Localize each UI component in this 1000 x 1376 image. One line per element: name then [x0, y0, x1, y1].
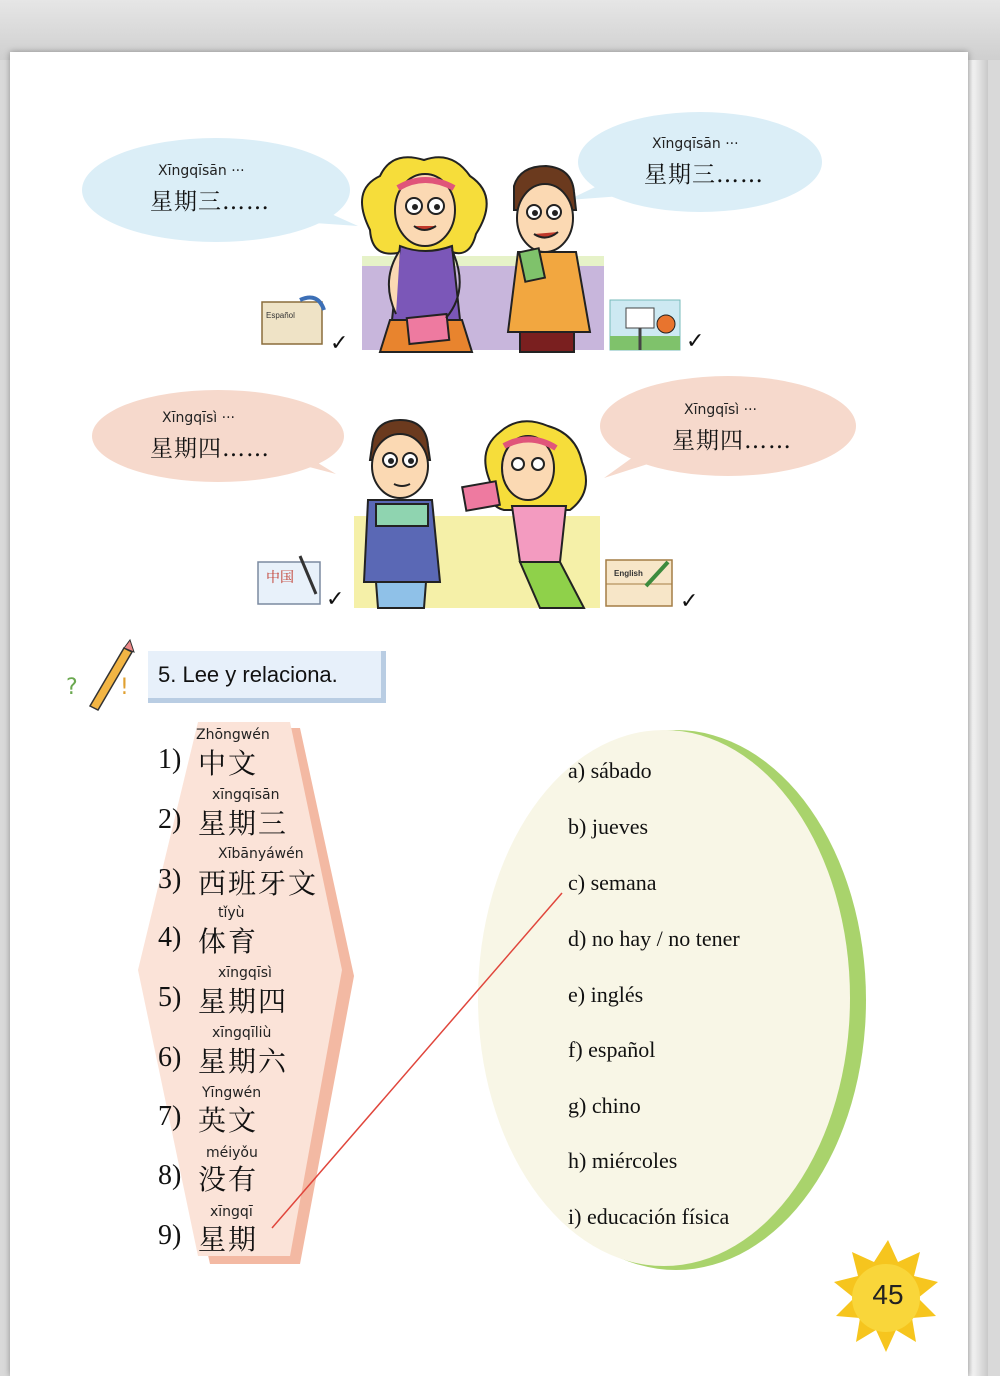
item-number: 1): [158, 744, 182, 775]
item-pinyin: xīngqīsān: [212, 787, 280, 803]
spanish-book-icon: [262, 298, 324, 344]
option-g[interactable]: g) chino: [568, 1093, 641, 1118]
item-hanzi[interactable]: 体育: [198, 925, 259, 958]
bubble-4-hanzi: 星期四……: [672, 428, 792, 454]
item-number: 6): [158, 1042, 182, 1073]
item-hanzi[interactable]: 没有: [198, 1163, 259, 1196]
bubble-4-pinyin: Xīngqīsì ···: [684, 402, 758, 418]
item-number: 2): [158, 804, 182, 835]
item-number: 3): [158, 864, 182, 895]
bubble-3-hanzi: 星期四……: [150, 436, 270, 462]
item-pinyin: xīngqī: [210, 1204, 253, 1220]
item-pinyin: xīngqīsì: [218, 965, 272, 981]
item-hanzi[interactable]: 星期四: [198, 985, 289, 1018]
bubble-1-pinyin: Xīngqīsān ···: [158, 163, 245, 179]
option-h[interactable]: h) miércoles: [568, 1148, 678, 1173]
english-book-label: English: [614, 569, 643, 578]
exercise-title: 5. Lee y relaciona.: [158, 662, 338, 687]
svg-text:?: ?: [66, 675, 78, 700]
pencil-icon: [66, 640, 134, 710]
item-pinyin: méiyǒu: [206, 1145, 258, 1161]
item-number: 9): [158, 1220, 182, 1251]
check-mark-4: ✓: [680, 589, 699, 614]
boy-character-2: [364, 420, 440, 608]
option-e[interactable]: e) inglés: [568, 982, 644, 1007]
chinese-scroll-label: 中国: [266, 570, 294, 586]
svg-text:!: !: [120, 675, 129, 700]
item-pinyin: Zhōngwén: [196, 727, 270, 743]
item-pinyin: xīngqīliù: [212, 1025, 272, 1041]
bubble-3-pinyin: Xīngqīsì ···: [162, 410, 236, 426]
item-hanzi[interactable]: 星期: [198, 1223, 259, 1256]
boy-character-1: [508, 166, 590, 352]
option-f[interactable]: f) español: [568, 1037, 656, 1062]
item-hanzi[interactable]: 西班牙文: [198, 867, 319, 900]
check-mark-3: ✓: [326, 587, 345, 612]
check-mark-2: ✓: [686, 329, 705, 354]
item-hanzi[interactable]: 英文: [198, 1104, 259, 1137]
bubble-1-hanzi: 星期三……: [150, 189, 270, 215]
item-pinyin: tǐyù: [218, 905, 245, 921]
page-number: 45: [872, 1279, 904, 1310]
option-d[interactable]: d) no hay / no tener: [568, 926, 740, 951]
bubble-2-hanzi: 星期三……: [644, 162, 764, 188]
item-number: 7): [158, 1101, 182, 1132]
option-i[interactable]: i) educación física: [568, 1204, 730, 1229]
item-pinyin: Xībānyáwén: [218, 846, 304, 862]
english-book-icon: [606, 560, 672, 606]
item-pinyin: Yīngwén: [202, 1085, 262, 1101]
item-number: 4): [158, 922, 182, 953]
option-c[interactable]: c) semana: [568, 870, 657, 895]
option-a[interactable]: a) sábado: [568, 758, 652, 783]
spanish-book-label: Español: [266, 311, 295, 320]
bubble-2-pinyin: Xīngqīsān ···: [652, 136, 739, 152]
basketball-icon: [610, 300, 680, 350]
item-hanzi[interactable]: 中文: [198, 747, 259, 780]
item-number: 5): [158, 982, 182, 1013]
item-hanzi[interactable]: 星期六: [198, 1045, 289, 1078]
item-number: 8): [158, 1160, 182, 1191]
option-b[interactable]: b) jueves: [568, 814, 649, 839]
item-hanzi[interactable]: 星期三: [198, 807, 289, 840]
check-mark-1: ✓: [330, 331, 349, 356]
oval-panel: [478, 730, 866, 1270]
